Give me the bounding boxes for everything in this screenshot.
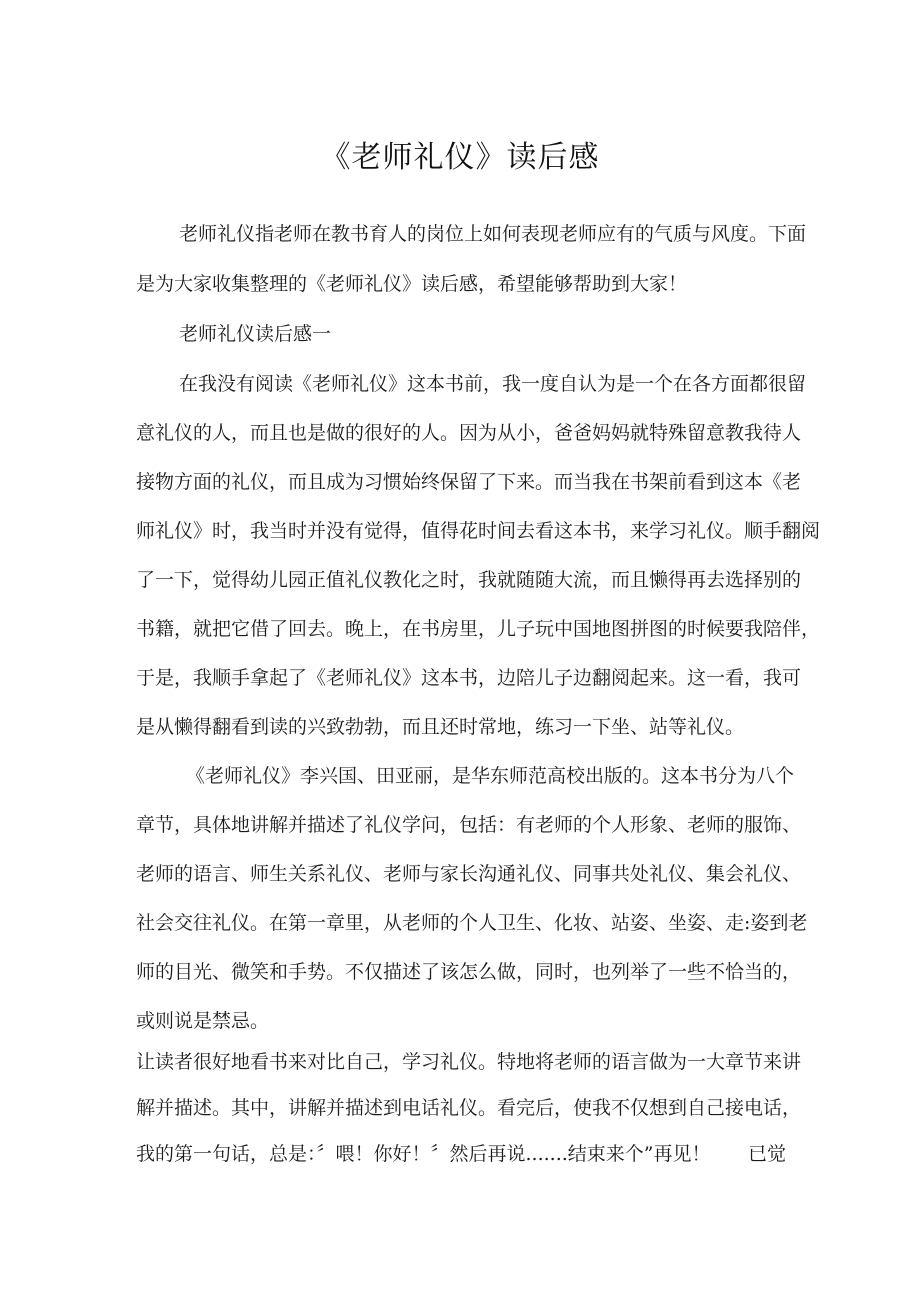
- paragraph-line: 于是，我顺手拿起了《老师礼仪》这本书，边陪儿子边翻阅起来。这一看，我可: [136, 667, 802, 689]
- paragraph-line: 老师的语言、师生关系礼仪、老师与家长沟通礼仪、同事共处礼仪、集会礼仪、: [136, 863, 802, 885]
- paragraph-line: 意礼仪的人，而且也是做的很好的人。因为从小，爸爸妈妈就特殊留意教我待人: [136, 422, 802, 444]
- section-heading: 老师礼仪读后感一: [179, 323, 332, 345]
- paragraph-line: 师的目光、微笑和手势。不仅描述了该怎么做，同时，也列举了一些不恰当的，: [136, 961, 802, 983]
- paragraph-line: 或则说是禁忌。: [136, 1010, 270, 1032]
- paragraph-line: 社会交往礼仪。在第一章里，从老师的个人卫生、化妆、站姿、坐姿、走:姿到老: [136, 912, 808, 934]
- paragraph-line: 章节，具体地讲解并描述了礼仪学问，包括：有老师的个人形象、老师的服饰、: [136, 814, 802, 836]
- paragraph-line: 在我没有阅读《老师礼仪》这本书前，我一度自认为是一个在各方面都很留: [179, 373, 807, 395]
- paragraph-line: 接物方面的礼仪，而且成为习惯始终保留了下来。而当我在书架前看到这本《老: [136, 471, 802, 493]
- paragraph-line: 解并描述。其中，讲解并描述到电话礼仪。看完后，使我不仅想到自己接电话，: [136, 1097, 802, 1119]
- paragraph-line: 老师礼仪指老师在教书育人的岗位上如何表现老师应有的气质与风度。下面: [179, 223, 807, 245]
- paragraph-line: 书籍，就把它借了回去。晚上，在书房里，儿子玩中国地图拼图的时候要我陪伴，: [136, 618, 821, 640]
- paragraph-line: 让读者很好地看书来对比自己，学习礼仪。特地将老师的语言做为一大章节来讲: [136, 1051, 802, 1073]
- paragraph-line: 是为大家收集整理的《老师礼仪》读后感，希望能够帮助到大家！: [136, 273, 688, 295]
- paragraph-line: 师礼仪》时，我当时并没有觉得，值得花时间去看这本书，来学习礼仪。顺手翻阅: [136, 520, 821, 542]
- paragraph-line-fragment: 已觉: [748, 1143, 787, 1165]
- paragraph-line: 是从懒得翻看到读的兴致勃勃，而且还时常地，练习一下坐、站等礼仪。: [136, 716, 745, 738]
- document-title: 《老师礼仪》读后感: [320, 140, 600, 175]
- paragraph-line: 了一下，觉得幼儿园正值礼仪教化之时，我就随随大流，而且懒得再去选择别的: [136, 569, 802, 591]
- paragraph-line: 《老师礼仪》李兴国、田亚丽，是华东师范高校出版的。这本书分为八个: [186, 765, 795, 787]
- paragraph-line: 我的第一句话，总是：〞喂！你好！〞然后再说.......结束来个”再见！: [136, 1143, 711, 1165]
